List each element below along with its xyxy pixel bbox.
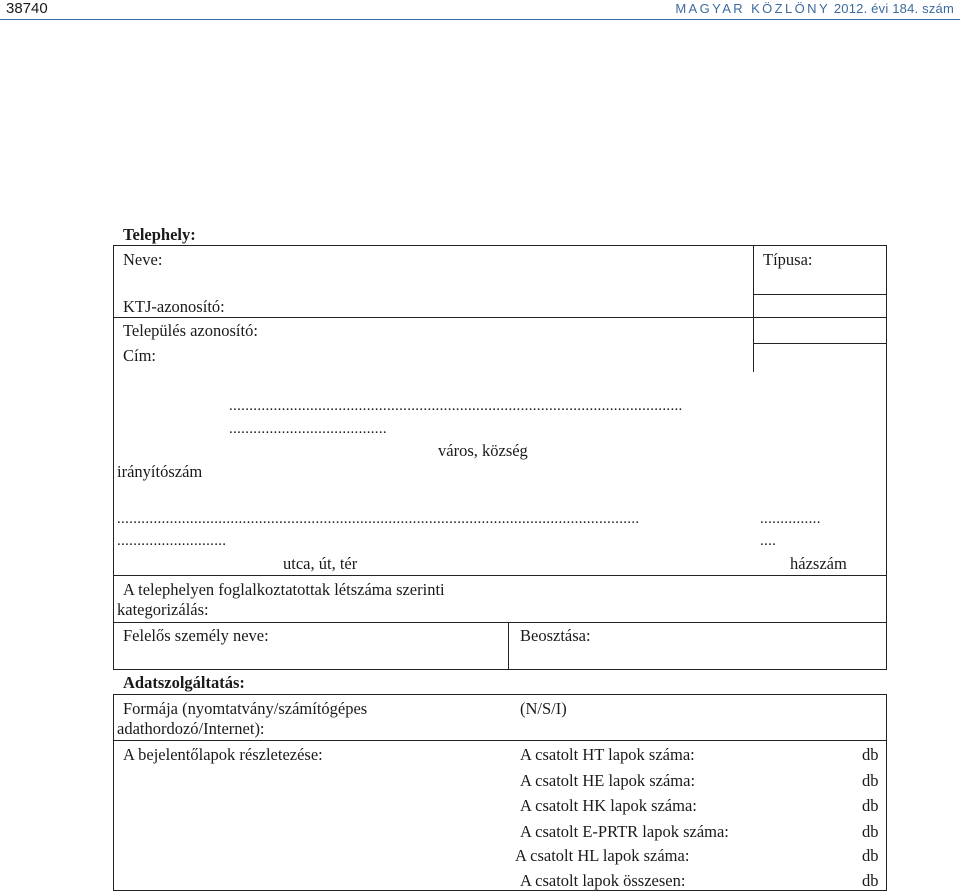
form-code: (N/S/I) [520,699,567,718]
form-label-line2: adathordozó/Internet): [117,719,265,738]
details-label: A bejelentőlapok részletezése: [123,745,323,764]
list-item-unit: db [862,822,879,841]
list-item-label: A csatolt E-PRTR lapok száma: [520,822,729,841]
row-line-responsible [113,622,887,623]
type-cell-line [753,294,887,295]
table-border-right [886,245,887,670]
address-dots-2: ....................................... [229,421,387,437]
journal-title [675,1,954,16]
list-item-unit: db [862,796,879,815]
house-dots-1: ............... [760,511,821,527]
name-label: Neve: [123,250,163,269]
address-dots-1: ................................................................................................................ [229,398,683,414]
list-item-unit: db [862,745,879,764]
list-item-label: A csatolt HK lapok száma: [520,796,697,815]
table2-border-top [113,694,887,695]
table2-border-bottom [113,890,887,891]
type-cell-line-2 [753,343,887,344]
responsible-person-label: Felelős személy neve: [123,626,269,645]
list-item-unit: db [862,846,879,865]
page-header [0,0,960,20]
list-item-label: A csatolt lapok összesen: [520,871,686,890]
street-dots-2: ........................... [117,533,227,549]
data-service-heading: Adatszolgáltatás: [123,673,245,692]
postcode-label: irányítószám [117,462,203,481]
house-dots-2: .... [760,533,777,549]
type-column-divider [753,245,754,372]
table-border-left [113,245,114,670]
journal-issue: 2012. évi 184. szám [833,1,954,16]
table-border-bottom [113,669,887,670]
house-number-label: házszám [790,554,847,573]
list-item-label: A csatolt HT lapok száma: [520,745,695,764]
form-label-line1: Formája (nyomtatvány/számítógépes [123,699,368,718]
city-label: város, község [438,441,528,460]
table2-row-line [113,740,887,741]
list-item-unit: db [862,771,879,790]
street-dots-1: ................................................................................................................................. [117,511,640,527]
address-label: Cím: [123,346,157,365]
table2-border-left [113,694,114,891]
street-label: utca, út, tér [283,554,358,573]
headcount-label-line1: A telephelyen foglalkoztatottak létszáma szerinti [123,580,445,599]
table2-border-right [886,694,887,891]
ktj-label: KTJ-azonosító: [123,297,225,316]
table-border-top [113,245,887,246]
header-rule [0,19,960,20]
page-number: 38740 [6,0,48,17]
headcount-label-line2: kategorizálás: [117,600,209,619]
type-label: Típusa: [763,250,813,269]
site-heading: Telephely: [123,225,196,244]
list-item-unit: db [862,871,879,890]
list-item-label: A csatolt HE lapok száma: [520,771,696,790]
position-divider [508,622,509,670]
row-line-headcount [113,575,887,576]
row-line-ktj [113,317,887,318]
settlement-id-label: Település azonosító: [123,321,258,340]
journal-name: MAGYAR KÖZLÖNY [675,1,831,16]
list-item-label: A csatolt HL lapok száma: [515,846,690,865]
position-label: Beosztása: [520,626,591,645]
